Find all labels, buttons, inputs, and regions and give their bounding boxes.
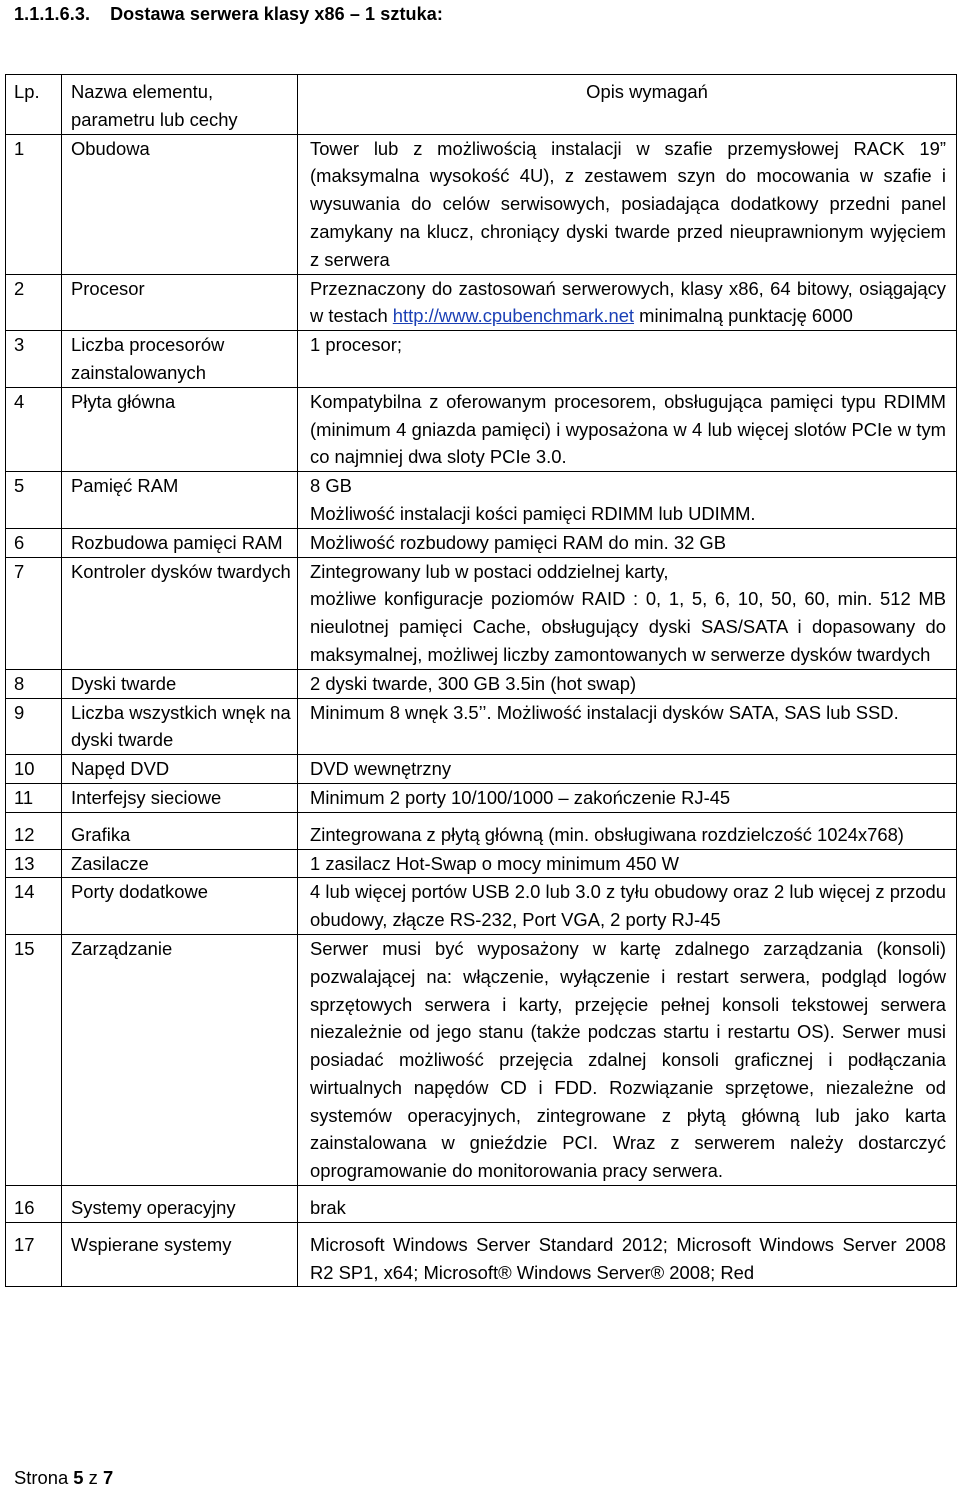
table-row (6, 783, 957, 812)
row-lp: 8 (6, 669, 62, 698)
row-desc: Microsoft Windows Server Standard 2012; Microsoft Windows Server 2008 R2 SP1, x64; Microsoft® Windows Server® 2008; Red (298, 1222, 957, 1287)
row-name: Liczba wszystkich wnęk na dyski twarde (62, 698, 298, 755)
row-desc (298, 274, 957, 331)
row-name: Wspierane systemy (62, 1222, 298, 1287)
row-name: Dyski twarde (62, 669, 298, 698)
row-desc: brak (298, 1186, 957, 1223)
row-lp: 12 (6, 812, 62, 849)
table-row (6, 669, 957, 698)
row-desc: 2 dyski twarde, 300 GB 3.5in (hot swap) (298, 669, 957, 698)
row-desc-line: Możliwość instalacji kości pamięci RDIMM lub UDIMM. (310, 502, 756, 524)
table-row (6, 849, 957, 878)
row-name: Płyta główna (62, 387, 298, 471)
footer-prefix: Strona (14, 1467, 74, 1488)
row-lp: 11 (6, 783, 62, 812)
row-lp: 5 (6, 472, 62, 529)
row-desc: DVD wewnętrzny (298, 755, 957, 784)
table-row (6, 755, 957, 784)
row-name: Porty dodatkowe (62, 878, 298, 935)
page-footer (14, 1467, 113, 1489)
row-lp: 2 (6, 274, 62, 331)
header-name-line1: Nazwa elementu, (71, 81, 214, 102)
row-desc: Minimum 8 wnęk 3.5’’. Możliwość instalacji dysków SATA, SAS lub SSD. (298, 698, 957, 755)
table-header-row (6, 75, 957, 135)
cpubenchmark-link[interactable]: http://www.cpubenchmark.net (392, 305, 635, 327)
row-desc-text: minimalną punktację 6000 (634, 305, 853, 327)
row-name: Pamięć RAM (62, 472, 298, 529)
row-name: Liczba procesorów zainstalowanych (62, 331, 298, 388)
row-lp: 7 (6, 557, 62, 669)
table-row (6, 878, 957, 935)
row-lp: 10 (6, 755, 62, 784)
row-name: Grafika (62, 812, 298, 849)
table-row (6, 698, 957, 755)
table-row (6, 274, 957, 331)
table-row (6, 1222, 957, 1287)
row-lp: 6 (6, 528, 62, 557)
row-desc: Zintegrowana z płytą główną (min. obsługiwana rozdzielczość 1024x768) (298, 812, 957, 849)
section-heading (14, 4, 443, 25)
row-desc: Minimum 2 porty 10/100/1000 – zakończenie RJ-45 (298, 783, 957, 812)
row-name: Napęd DVD (62, 755, 298, 784)
row-name: Kontroler dysków twardych (62, 557, 298, 669)
row-name: Zarządzanie (62, 934, 298, 1185)
table-row (6, 812, 957, 849)
footer-of: z (83, 1467, 103, 1488)
row-desc: 4 lub więcej portów USB 2.0 lub 3.0 z tyłu obudowy oraz 2 lub więcej z przodu obudowy, złącze RS-232, Port VGA, 2 porty RJ-45 (298, 878, 957, 935)
table-row (6, 331, 957, 388)
header-name-line2: parametru lub cechy (71, 108, 238, 130)
footer-page-number: 5 (73, 1467, 84, 1488)
table-row (6, 134, 957, 274)
row-desc (298, 557, 957, 669)
row-desc-line: Zintegrowany lub w postaci oddzielnej karty, (310, 560, 669, 582)
row-name: Systemy operacyjny (62, 1186, 298, 1223)
row-lp: 9 (6, 698, 62, 755)
section-title: Dostawa serwera klasy x86 – 1 sztuka: (110, 4, 443, 24)
row-lp: 3 (6, 331, 62, 388)
row-desc: Możliwość rozbudowy pamięci RAM do min. 32 GB (298, 528, 957, 557)
row-lp: 17 (6, 1222, 62, 1287)
row-desc-line: 8 GB (310, 475, 352, 497)
table-row (6, 472, 957, 529)
table-row (6, 528, 957, 557)
requirements-table (5, 74, 957, 1287)
footer-page-total: 7 (102, 1467, 114, 1488)
table-row (6, 557, 957, 669)
row-name: Interfejsy sieciowe (62, 783, 298, 812)
row-name: Procesor (62, 274, 298, 331)
row-desc: Serwer musi być wyposażony w kartę zdalnego zarządzania (konsoli) pozwalającej na: włączenie, wyłączenie i restart serwera, podgląd logów sprzętowych serwera i karty, przejęcie pełnej konsoli tekstowej serwera niezależnie od jego stanu (także podczas startu i restartu OS). Serwer musi posiadać możliwość przejęcia zdalnej konsoli graficznej i podłączania wirtualnych napędów CD i FDD. Rozwiązanie sprzętowe, niezależne od systemów operacyjnych, zintegrowane z płytą główną lub jako karta zainstalowana w gnieździe PCI. Wraz z serwerem należy dostarczyć oprogramowanie do monitorowania pracy serwera. (298, 934, 957, 1185)
row-lp: 1 (6, 134, 62, 274)
header-desc: Opis wymagań (298, 75, 957, 135)
row-lp: 13 (6, 849, 62, 878)
header-lp: Lp. (6, 75, 62, 135)
section-number: 1.1.1.6.3. (14, 4, 91, 24)
table-row (6, 1186, 957, 1223)
row-desc: 1 zasilacz Hot-Swap o mocy minimum 450 W (298, 849, 957, 878)
row-desc (298, 472, 957, 529)
row-lp: 4 (6, 387, 62, 471)
row-lp: 14 (6, 878, 62, 935)
row-lp: 15 (6, 934, 62, 1185)
row-desc: Kompatybilna z oferowanym procesorem, obsługująca pamięci typu RDIMM (minimum 4 gniazda pamięci) i wyposażona w 4 lub więcej slotów PCIe w tym co najmniej dwa sloty PCIe 3.0. (298, 387, 957, 471)
row-lp: 16 (6, 1186, 62, 1223)
row-desc-line: możliwe konfiguracje poziomów RAID : 0, 1, 5, 6, 10, 50, 60, min. 512 MB nieulotnej pamięci Cache, obsługujący dyski SAS/SATA i dopasowany do maksymalnej, możliwej liczby zamontowanych w serwerze dysków twardych (310, 588, 946, 665)
row-name: Zasilacze (62, 849, 298, 878)
row-desc: Tower lub z możliwością instalacji w szafie przemysłowej RACK 19” (maksymalna wysokość 4U), z zestawem szyn do mocowania w szafie i wysuwania do celów serwisowych, posiadająca dodatkowy przedni panel zamykany na klucz, chroniący dyski twarde przed nieuprawnionym wyjęciem z serwera (298, 134, 957, 274)
table-row (6, 387, 957, 471)
table-row (6, 934, 957, 1185)
row-name: Rozbudowa pamięci RAM (62, 528, 298, 557)
row-desc: 1 procesor; (298, 331, 957, 388)
row-name: Obudowa (62, 134, 298, 274)
row-desc-text: Przeznaczony do zastosowań serwerowych, klasy x86, 64 bitowy, osiągający w testach (310, 277, 946, 327)
header-name (62, 75, 298, 135)
